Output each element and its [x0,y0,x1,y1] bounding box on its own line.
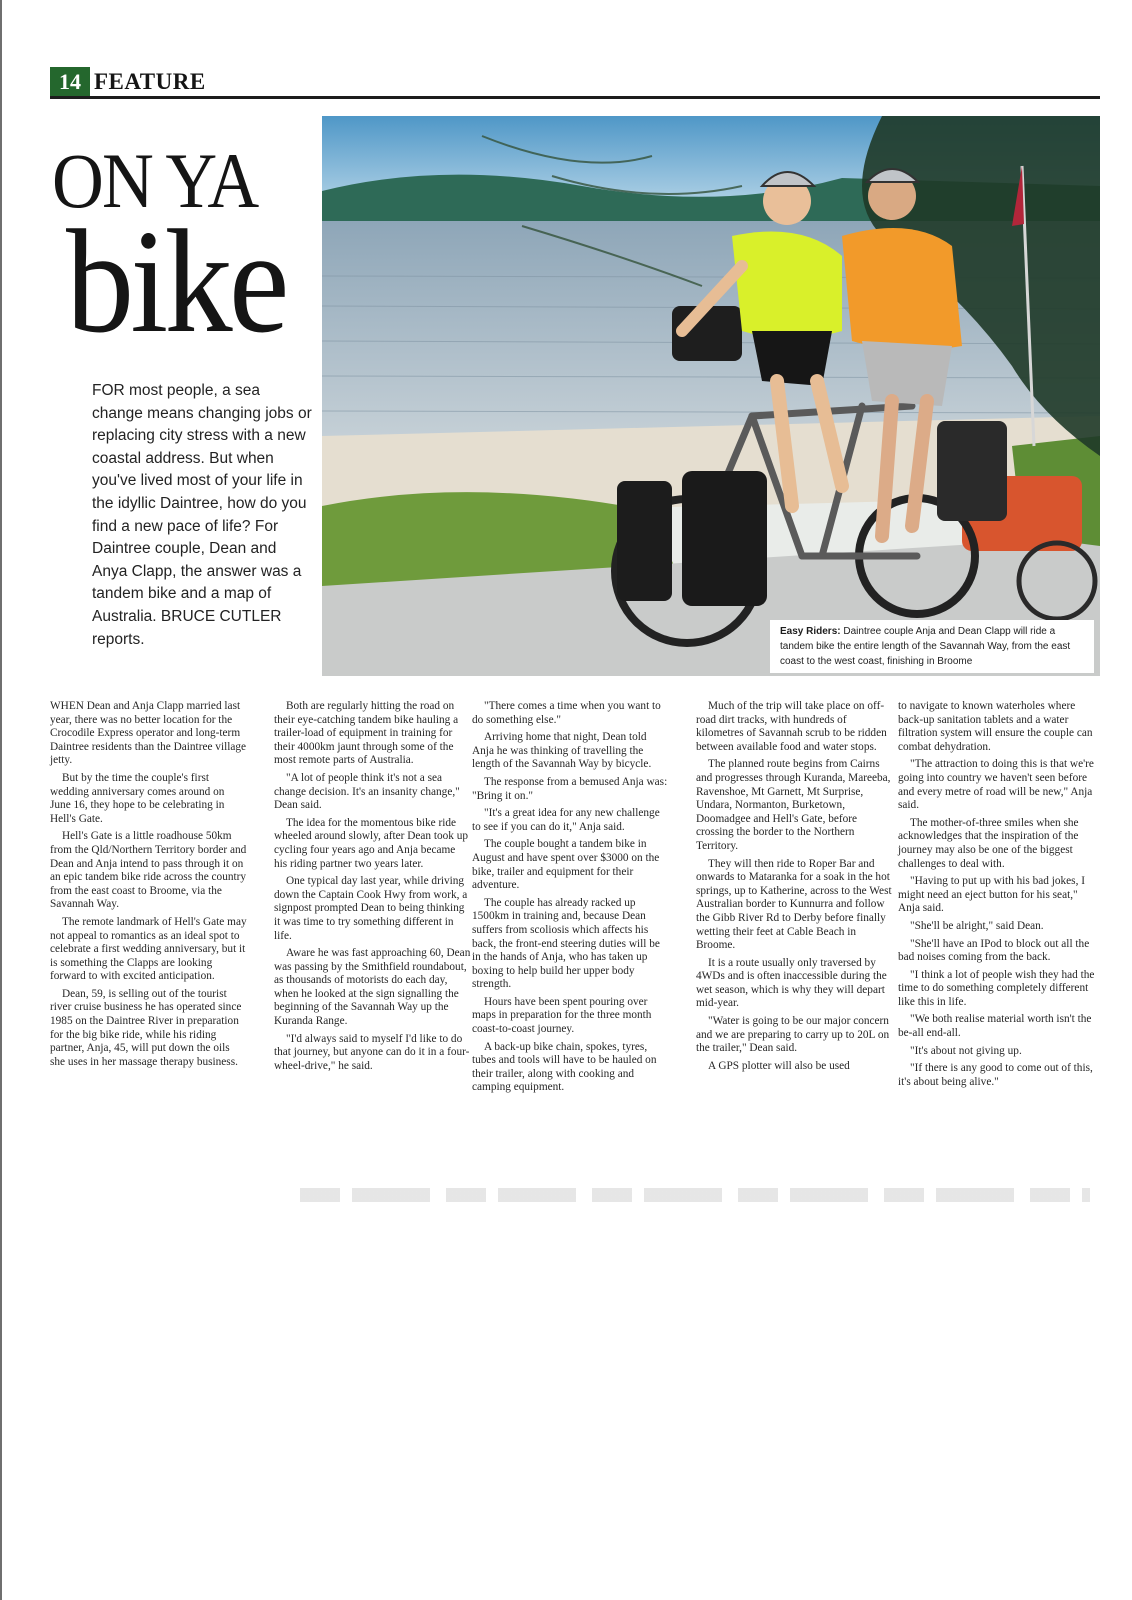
paragraph: "I'd always said to myself I'd like to do that journey, but anyone can do it in a four-wheel-drive," he said. [274,1032,470,1072]
paragraph: "Having to put up with his bad jokes, I might need an eject button for his seat," Anja said. [898,875,1085,915]
feature-photo [322,116,1100,676]
paragraph: "It's a great idea for any new challenge to see if you can do it," Anja said. [472,807,660,833]
header-rule [50,96,1100,99]
paragraph: Hours have been spent pouring over maps in preparation for the three month coast-to-coast journey. [472,995,652,1036]
caption-text: Daintree couple Anja and Dean Clapp will ride a tandem bike the entire length of the Savannah Way, from the east coast to the west coast, finishing in Broome [780,626,1071,667]
paragraph: "She'll be alright," said Dean. [910,919,1044,932]
paragraph: One typical day last year, while driving down the Captain Cook Hwy from work, a signpost prompted Dean to being thinking it was time to try something different in life. [274,875,468,942]
paragraph: "The attraction to doing this is that we're going into country we haven't seen before and every metre of road will be new," Anja said. [898,758,1094,812]
paragraph: Hell's Gate is a little roadhouse 50km from the Qld/Northern Territory border and Dean and Anja intend to pass through it on an epic tandem bike ride across the country from the east coast to Broome, via the Savannah Way. [50,830,247,911]
paragraph: The idea for the momentous bike ride wheeled around slowly, after Dean took up cycling four years ago and Anja became his riding partner two years later. [274,816,469,870]
paragraph: WHEN Dean and Anja Clapp married last year, there was no better location for the Crocodile Express operator and long-term Daintree residents than the Daintree village jetty. [50,700,247,767]
paragraph: "She'll have an IPod to block out all the bad noises coming from the back. [898,937,1090,964]
article-column-1 [50,700,247,1073]
paragraph: The couple has already racked up 1500km in training and, because Dean suffers from scoliosis which affects his back, the front-end steering duties will be in the hands of Anja, who has taken up boxing to help build her upper body strength. [472,896,660,991]
paragraph: The remote landmark of Hell's Gate may not appeal to romantics as an ideal spot to celebrate a first wedding anniversary, but it is something the Clapps are looking forward to with excited anticipation. [50,915,247,983]
section-label: FEATURE [94,69,206,94]
paragraph: Both are regularly hitting the road on their eye-catching tandem bike hauling a trailer-load of equipment in training for their 4000km jaunt through some of the most remote parts of Australia. [274,700,459,767]
paragraph: Arriving home that night, Dean told Anja he was thinking of travelling the length of the Savannah Way by bicycle. [472,731,652,771]
page-header [50,60,1100,100]
tandem-bike-photo [322,116,1100,676]
paragraph: The response from a bemused Anja was: "Bring it on." [472,775,668,802]
paragraph: A back-up bike chain, spokes, tyres, tubes and tools will have to be hauled on their trailer, along with cooking and camping equipment. [472,1040,657,1094]
photo-caption [770,620,1094,673]
paragraph: A GPS plotter will also be used [708,1059,850,1072]
headline [52,137,322,364]
paragraph: "If there is any good to come out of this, it's about being alive." [898,1062,1093,1088]
paragraph: The mother-of-three smiles when she acknowledges that the inspiration of the journey may also be one of the biggest challenges to deal with. [898,816,1079,870]
paragraph: Aware he was fast approaching 60, Dean was passing by the Smithfield roundabout, as thousands of motorists do each day, when he looked at the sign signalling the beginning of the Savannah Way up the Kuranda Range. [274,947,471,1028]
article-column-4 [696,700,893,1077]
bleed-through-text [300,1188,1090,1202]
paragraph: to navigate to known waterholes where back-up sanitation tablets and a water filtration system will ensure the couple can combat dehydration. [898,700,1093,753]
article-column-5 [898,700,1095,1093]
headline-line-1: ON YA [52,137,258,224]
caption-lead: Easy Riders: [780,626,841,637]
paragraph: "Water is going to be our major concern and we are preparing to carry up to 20L on the trailer," Dean said. [696,1015,890,1055]
page-edge [0,0,2,1600]
paragraph: Much of the trip will take place on off-road dirt tracks, with hundreds of kilometres of Savannah scrub to be ridden between available food and water stops. [696,700,887,753]
paragraph: Dean, 59, is selling out of the tourist river cruise business he has operated since 1985 on the Daintree River in preparation for the big bike ride, while his riding partner, Anja, 45, will put down the oils she uses in her massage therapy business. [50,987,242,1068]
paragraph: It is a route usually only traversed by 4WDs and is often inaccessible during the wet season, which is why they will depart mid-year. [696,956,887,1010]
headline-line-2: bike [66,200,286,364]
paragraph: The couple bought a tandem bike in August and have spent over $3000 on the bike, trailer and equipment for their adventure. [472,838,660,892]
article-column-2 [274,700,471,1077]
paragraph: "A lot of people think it's not a sea change decision. It's an insanity change," Dean said. [274,771,460,812]
paragraph: The planned route begins from Cairns and progresses through Kuranda, Mareeba, Ravenshoe, Mt Garnett, Mt Surprise, Undara, Normanton, Burketown, Doomadgee and Hell's Gate, before crossing the border to the Northern Territory. [696,758,891,852]
article-body [50,700,1100,1200]
paragraph: "There comes a time when you want to do something else." [472,700,661,726]
paragraph: "I think a lot of people wish they had the time to do something completely different like this in life. [898,968,1095,1008]
paragraph: But by the time the couple's first wedding anniversary comes around on June 16, they hope to be celebrating in Hell's Gate. [50,771,225,825]
standfirst: FOR most people, a sea change means changing jobs or replacing city stress with a new coastal address. But when you've lived most of your life in the idyllic Daintree, how do you find a new pace of life? For Daintree couple, Dean and Anya Clapp, the answer was a tandem bike and a map of Australia. BRUCE CUTLER reports. [92,382,312,648]
paragraph: "It's about not giving up. [910,1044,1022,1057]
page-number: 14 [50,67,90,97]
article-column-3 [472,700,669,1099]
paragraph: "We both realise material worth isn't the be-all end-all. [898,1013,1092,1040]
paragraph: They will then ride to Roper Bar and onwards to Mataranka for a soak in the hot springs, up to Katherine, across to the West Australian border to Kunnurra and follow the Gibb River Rd to Derby before finally wetting their feet at Cable Beach in Broome. [696,857,892,952]
